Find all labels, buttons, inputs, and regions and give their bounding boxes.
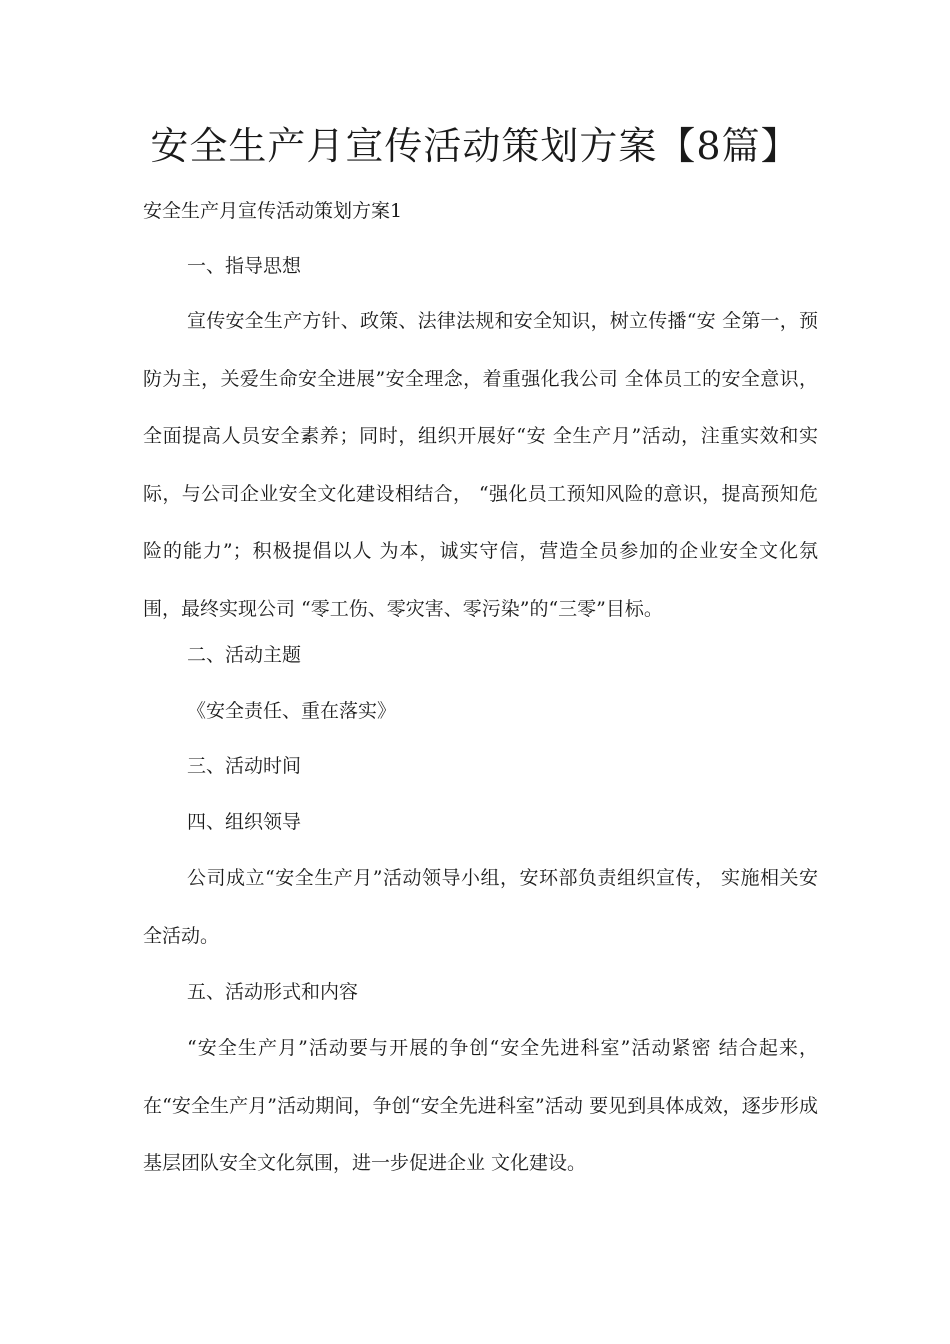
section-heading-content: 五、活动形式和内容: [187, 981, 359, 1003]
document-title: 安全生产月宣传活动策划方案【8篇】: [150, 124, 800, 168]
section-heading-time: 三、活动时间: [187, 755, 302, 777]
section-heading-leadership: 四、组织领导: [187, 811, 302, 833]
paragraph-leadership: 公司成立“安全生产月”活动领导小组，安环部负责组织宣传， 实施相关安全活动。: [143, 867, 818, 947]
section-heading-theme: 二、活动主题: [187, 644, 302, 666]
paragraph-content: “安全生产月”活动要与开展的争创“安全先进科室”活动紧密 结合起来，在“安全生产月”活动期间，争创“安全先进科室”活动 要见到具体成效，逐步形成基层团队安全文化氛围，进一步促进企业 文化建设。: [143, 1037, 818, 1174]
paragraph-guiding-idea: 宣传安全生产方针、政策、法律法规和安全知识，树立传播“安 全第一，预防为主，关爱生命安全进展”安全理念，着重强化我公司 全体员工的安全意识，全面提高人员安全素养；同时，组织开展好“安 全生产月”活动，注重实效和实际，与公司企业安全文化建设相结合， “强化员工预知风险的意识，提高预知危险的能力”；积极提倡以人 为本，诚实守信，营造全员参加的企业安全文化氛围，最终实现公司 “零工伤、零灾害、零污染”的“三零”目标。: [143, 310, 818, 620]
paragraph-theme: 《安全责任、重在落实》: [187, 700, 397, 722]
section-heading-guiding-idea: 一、指导思想: [187, 255, 302, 277]
plan-subtitle: 安全生产月宣传活动策划方案1: [143, 200, 403, 222]
